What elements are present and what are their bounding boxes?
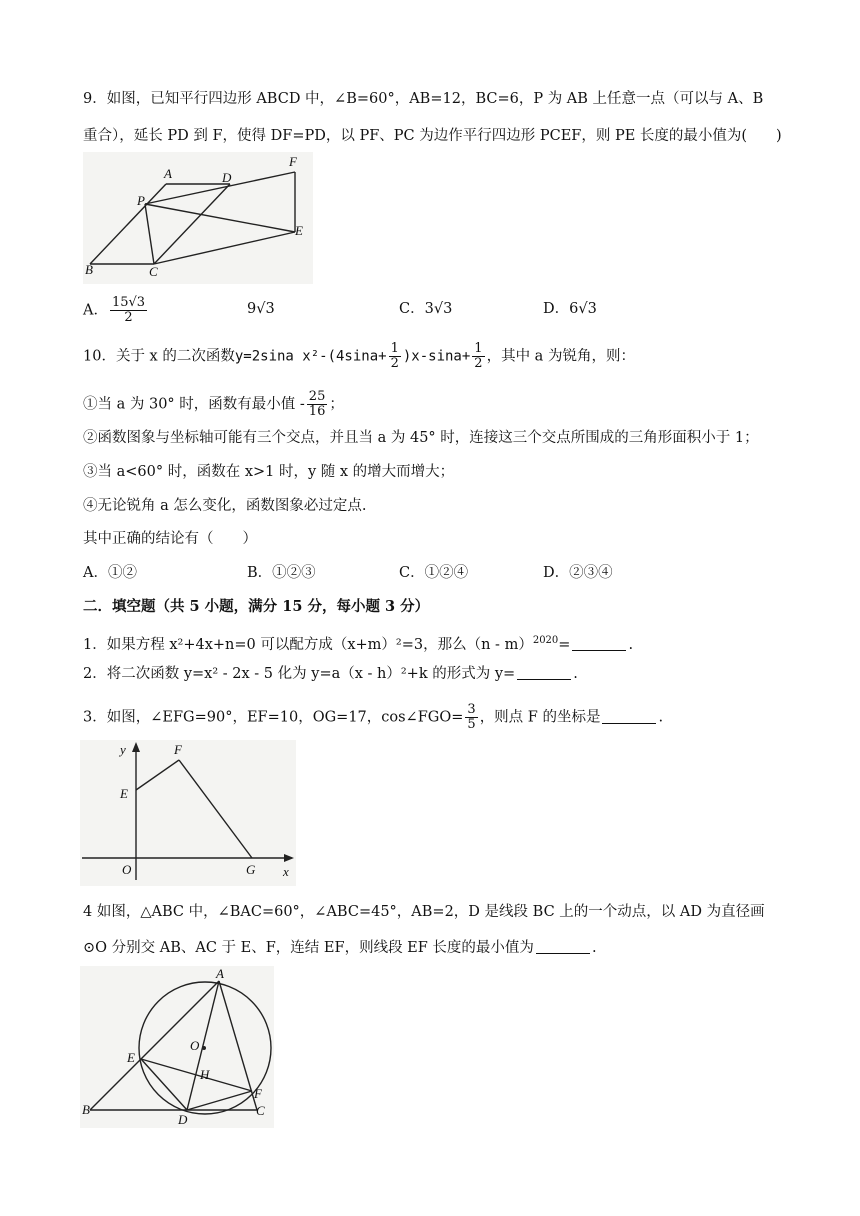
fill-3-label-G: G	[246, 862, 256, 877]
section-title: 二．填空题（共 5 小题，满分 15 分，每小题 3 分）	[83, 598, 430, 615]
fill-4-label-A: A	[216, 966, 224, 981]
q10-option-d[interactable]: D．②③④	[543, 565, 613, 581]
q10-statement-3: ③当 a<60° 时，函数在 x>1 时，y 随 x 的增大而增大；	[83, 464, 455, 480]
q9-option-b[interactable]: 9√3	[247, 301, 275, 317]
q9-label-E: E	[295, 223, 303, 238]
q9-figure	[83, 152, 313, 284]
fill-3-label-F: F	[174, 742, 182, 757]
fill-4-label-H: H	[200, 1067, 210, 1082]
fill-4-label-B: B	[82, 1102, 90, 1117]
q9-label-A: A	[164, 166, 172, 181]
fill-3-blank[interactable]	[602, 709, 656, 724]
q10-ask: 其中正确的结论有（ ）	[83, 531, 257, 547]
fill-4-label-D: D	[178, 1112, 188, 1127]
q9-label-F: F	[289, 154, 297, 169]
q10-option-c[interactable]: C．①②④	[399, 565, 469, 581]
fill-4-line1: 4 如图，△ABC 中，∠BAC=60°，∠ABC=45°，AB=2，D 是线段 BC 上的一个动点，以 AD 为直径画	[83, 904, 765, 920]
q10-stem: 10．关于 x 的二次函数y=2sina x²-(4sina+ $\frac{1}{2}$ )x-sina+ $\frac{1}{2}$ ，其中 a 为锐角，则：	[83, 341, 635, 371]
q10-statement-2: ②函数图象与坐标轴可能有三个交点，并且当 a 为 45° 时，连接这三个交点所围成的三角形面积小于 1；	[83, 430, 759, 446]
fill-2-blank[interactable]	[517, 665, 571, 680]
fill-3: 3．如图，∠EFG=90°，EF=10，OG=17，cos∠FGO= $\frac{3}{5}$ ，则点 F 的坐标是 .	[83, 702, 664, 732]
q9-line1: 9．如图，已知平行四边形 ABCD 中，∠B=60°，AB=12，BC=6，P 为 AB 上任意一点（可以与 A、B	[83, 91, 764, 107]
q9-option-c[interactable]: C．3√3	[399, 301, 453, 317]
q9-label-C: C	[149, 264, 158, 279]
q9-label-P: P	[137, 193, 145, 208]
fill-3-label-y: y	[120, 742, 126, 757]
q10-option-a[interactable]: A．①②	[83, 565, 137, 581]
fill-3-label-x: x	[283, 864, 289, 879]
fill-4-blank[interactable]	[536, 939, 590, 954]
q9-line2: 重合），延长 PD 到 F，使得 DF=PD，以 PF、PC 为边作平行四边形 PCEF，则 PE 长度的最小值为( )	[83, 128, 782, 144]
fill-4-center-dot	[202, 1046, 206, 1050]
fill-4-line2: ⊙O 分别交 AB、AC 于 E、F，连结 EF，则线段 EF 长度的最小值为 .	[83, 940, 597, 956]
q10-statement-1: ①当 a 为 30° 时，函数有最小值 - $\frac{25}{16}$ ；	[83, 389, 344, 419]
q9-label-D: D	[222, 170, 232, 185]
fill-3-label-E: E	[120, 786, 128, 801]
fill-4-label-C: C	[256, 1103, 265, 1118]
fill-1: 1．如果方程 x²+4x+n=0 可以配方成（x+m）²=3，那么（n - m）$^{2020}$= .	[83, 635, 634, 653]
q9-option-d[interactable]: D．6√3	[543, 301, 597, 317]
fill-4-label-E: E	[127, 1050, 135, 1065]
fill-4-figure	[80, 966, 274, 1128]
q9-option-a[interactable]: A． $\frac{15√3}{2}$	[83, 295, 146, 325]
fill-4-label-F: F	[254, 1086, 262, 1101]
q10-option-b[interactable]: B．①②③	[247, 565, 316, 581]
fill-4-label-O: O	[190, 1038, 200, 1053]
fill-2: 2．将二次函数 y=x² - 2x - 5 化为 y=a（x - h）²+k 的形式为 y= .	[83, 666, 578, 682]
q10-statement-4: ④无论锐角 a 怎么变化，函数图象必过定点.	[83, 498, 367, 514]
fill-1-blank[interactable]	[572, 636, 626, 651]
q9-label-B: B	[85, 262, 93, 277]
fill-3-label-O: O	[122, 862, 132, 877]
fill-3-figure	[80, 740, 296, 886]
